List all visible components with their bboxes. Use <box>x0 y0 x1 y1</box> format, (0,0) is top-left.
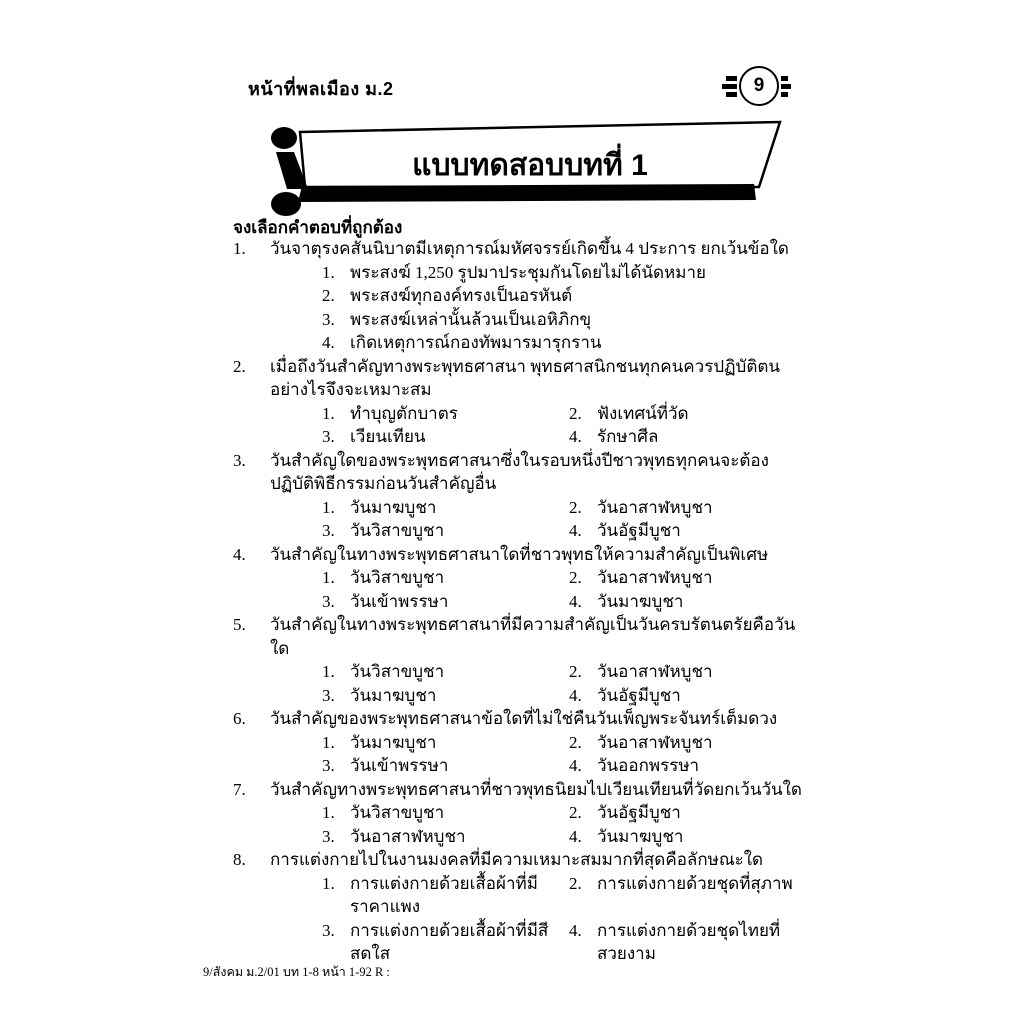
question-text: การแต่งกายไปในงานมงคลที่มีความเหมาะสมมากที่สุดคือลักษณะใด <box>270 850 764 869</box>
instruction-text: จงเลือกคำตอบที่ถูกต้อง <box>233 218 403 237</box>
choice-number: 4. <box>322 333 335 352</box>
question-list <box>233 237 811 966</box>
choice-text: พระสงฆ์ทุกองค์ทรงเป็นอรหันต์ <box>350 286 573 305</box>
choice <box>569 566 811 590</box>
choice-text: ฟังเทศน์ที่วัด <box>597 403 689 423</box>
question-2 <box>233 355 811 449</box>
choice-number: 1. <box>322 403 335 423</box>
question-number: 7. <box>233 779 246 799</box>
choice <box>569 754 811 778</box>
choice-text: วันอาสาฬหบูชา <box>597 662 713 681</box>
choice-number: 2. <box>569 732 582 752</box>
choice-text: วันเข้าพรรษา <box>350 756 449 775</box>
choice-text: วันวิสาขบูชา <box>350 803 445 822</box>
choice-text: วันมาฆบูชา <box>597 826 684 846</box>
speed-lines-left-icon <box>722 76 737 97</box>
choice-text: วันอัฐมีบูชา <box>597 803 681 822</box>
choice <box>322 872 569 919</box>
page-number-badge <box>722 66 791 106</box>
choice-number: 3. <box>322 826 335 846</box>
question-3 <box>233 449 811 543</box>
choice <box>322 684 569 708</box>
page-footer-code: 9/สังคม ม.2/01 บท 1-8 หน้า 1-92 R : <box>203 965 390 979</box>
choice <box>569 519 811 543</box>
question-number: 3. <box>233 450 246 470</box>
choice-number: 4. <box>569 685 582 705</box>
choice <box>322 284 811 308</box>
question-number: 5. <box>233 615 246 634</box>
question-1 <box>233 237 811 355</box>
choice <box>322 425 569 449</box>
choice-text: การแต่งกายด้วยเสื้อผ้าที่มีราคาแพง <box>350 873 538 916</box>
choice <box>322 496 569 520</box>
page-number: 9 <box>739 66 779 106</box>
choice-number: 4. <box>569 591 582 611</box>
choice <box>569 660 811 684</box>
choice-number: 1. <box>322 262 335 282</box>
book-title: หน้าที่พลเมือง ม.2 <box>248 79 394 99</box>
question-text: วันจาตุรงคสันนิบาตมีเหตุการณ์มหัศจรรย์เกิดขึ้น 4 ประการ ยกเว้นข้อใด <box>270 239 789 258</box>
choice-number: 4. <box>569 920 582 940</box>
choice-text: การแต่งกายด้วยชุดไทยที่สวยงาม <box>597 920 781 963</box>
choice-number: 1. <box>322 873 335 893</box>
question-text: วันสำคัญในทางพระพุทธศาสนาใดที่ชาวพุทธให้ความสำคัญเป็นพิเศษ <box>270 544 769 564</box>
question-number: 4. <box>233 544 246 564</box>
choice-text: วันวิสาขบูชา <box>350 568 445 587</box>
question-text: เมื่อถึงวันสำคัญทางพระพุทธศาสนา พุทธศาสนิกชนทุกคนควรปฏิบัติตนอย่างไรจึงจะเหมาะสม <box>270 356 781 399</box>
choice-text: เกิดเหตุการณ์กองทัพมารมารุกราน <box>350 333 602 352</box>
choice-number: 1. <box>322 662 335 681</box>
choice-number: 2. <box>569 662 582 681</box>
choice <box>569 425 811 449</box>
choice-text: วันมาฆบูชา <box>350 732 437 752</box>
chapter-test-banner <box>250 118 790 218</box>
question-number: 2. <box>233 356 246 376</box>
choice <box>569 731 811 755</box>
choice <box>322 566 569 590</box>
choice-text: วันอัฐมีบูชา <box>597 521 681 540</box>
question-4 <box>233 543 811 614</box>
choice <box>569 872 811 919</box>
choice-number: 3. <box>322 756 335 775</box>
choices <box>322 566 811 613</box>
choice-text: วันอาสาฬหบูชา <box>597 568 713 587</box>
choice-number: 3. <box>322 685 335 705</box>
choice-number: 2. <box>322 286 335 305</box>
choices <box>322 660 811 707</box>
question-5 <box>233 613 811 707</box>
choice-number: 2. <box>569 873 582 893</box>
choice-text: เวียนเทียน <box>350 427 426 446</box>
choice-number: 3. <box>322 920 335 940</box>
choice-number: 2. <box>569 803 582 822</box>
choices <box>322 872 811 966</box>
choice-number: 1. <box>322 732 335 752</box>
choice-number: 1. <box>322 497 335 517</box>
choices <box>322 731 811 778</box>
question-text: วันสำคัญทางพระพุทธศาสนาที่ชาวพุทธนิยมไปเวียนเทียนที่วัดยกเว้นวันใด <box>270 779 802 799</box>
question-number: 6. <box>233 709 246 728</box>
choice-text: วันอัฐมีบูชา <box>597 685 681 705</box>
choice-number: 2. <box>569 568 582 587</box>
choice <box>322 801 569 825</box>
choice <box>322 308 811 332</box>
choice <box>569 402 811 426</box>
question-number: 8. <box>233 850 246 869</box>
speed-lines-right-icon <box>781 76 791 97</box>
choice <box>322 825 569 849</box>
choice-text: วันวิสาขบูชา <box>350 662 445 681</box>
choice <box>569 590 811 614</box>
question-text: วันสำคัญใดของพระพุทธศาสนาซึ่งในรอบหนึ่งปีชาวพุทธทุกคนจะต้องปฏิบัติพิธีกรรมก่อนวันสำคัญอื่น <box>270 450 769 493</box>
choice-number: 2. <box>569 497 582 517</box>
choice-text: วันมาฆบูชา <box>350 497 437 517</box>
question-text: วันสำคัญของพระพุทธศาสนาข้อใดที่ไม่ใช่คืนวันเพ็ญพระจันทร์เต็มดวง <box>270 709 778 728</box>
choice-text: พระสงฆ์ 1,250 รูปมาประชุมกันโดยไม่ได้นัดหมาย <box>350 262 706 282</box>
choice-number: 3. <box>322 591 335 611</box>
choice <box>569 496 811 520</box>
choice-text: วันเข้าพรรษา <box>350 591 449 611</box>
question-8 <box>233 848 811 966</box>
question-text: วันสำคัญในทางพระพุทธศาสนาที่มีความสำคัญเป็นวันครบรัตนตรัยคือวันใด <box>270 615 796 658</box>
choice-text: วันอาสาฬหบูชา <box>597 732 713 752</box>
choice-number: 3. <box>322 427 335 446</box>
choice-text: วันวิสาขบูชา <box>350 521 445 540</box>
choice-text: การแต่งกายด้วยชุดที่สุภาพ <box>597 873 793 893</box>
choice <box>322 754 569 778</box>
choice-text: วันอาสาฬหบูชา <box>350 826 466 846</box>
choice-number: 4. <box>569 521 582 540</box>
banner-title: แบบทดสอบบทที่ 1 <box>412 149 648 182</box>
choice-number: 3. <box>322 309 335 329</box>
question-7 <box>233 778 811 849</box>
choice <box>322 919 569 966</box>
choice-number: 1. <box>322 568 335 587</box>
choice-number: 4. <box>569 826 582 846</box>
choice <box>569 825 811 849</box>
choice-text: วันมาฆบูชา <box>350 685 437 705</box>
choice <box>322 261 811 285</box>
choice-text: วันมาฆบูชา <box>597 591 684 611</box>
choices <box>322 801 811 848</box>
question-6 <box>233 707 811 778</box>
choice <box>569 684 811 708</box>
choice-number: 2. <box>569 403 582 423</box>
choices <box>322 261 811 355</box>
question-number: 1. <box>233 239 246 258</box>
choice-number: 1. <box>322 803 335 822</box>
choice <box>322 402 569 426</box>
choice <box>322 590 569 614</box>
choice-text: ทำบุญตักบาตร <box>350 403 458 423</box>
choice-text: วันอาสาฬหบูชา <box>597 497 713 517</box>
choice <box>322 331 811 355</box>
choices <box>322 496 811 543</box>
choice <box>322 660 569 684</box>
choice-number: 4. <box>569 427 582 446</box>
choice-text: วันออกพรรษา <box>597 756 700 775</box>
choice <box>322 731 569 755</box>
choice-text: การแต่งกายด้วยเสื้อผ้าที่มีสีสดใส <box>350 920 549 963</box>
choice-number: 3. <box>322 521 335 540</box>
choice-text: รักษาศีล <box>597 427 659 446</box>
choice <box>569 919 811 966</box>
choice-number: 4. <box>569 756 582 775</box>
choices <box>322 402 811 449</box>
choice <box>322 519 569 543</box>
choice <box>569 801 811 825</box>
choice-text: พระสงฆ์เหล่านั้นล้วนเป็นเอหิภิกขุ <box>350 309 592 329</box>
